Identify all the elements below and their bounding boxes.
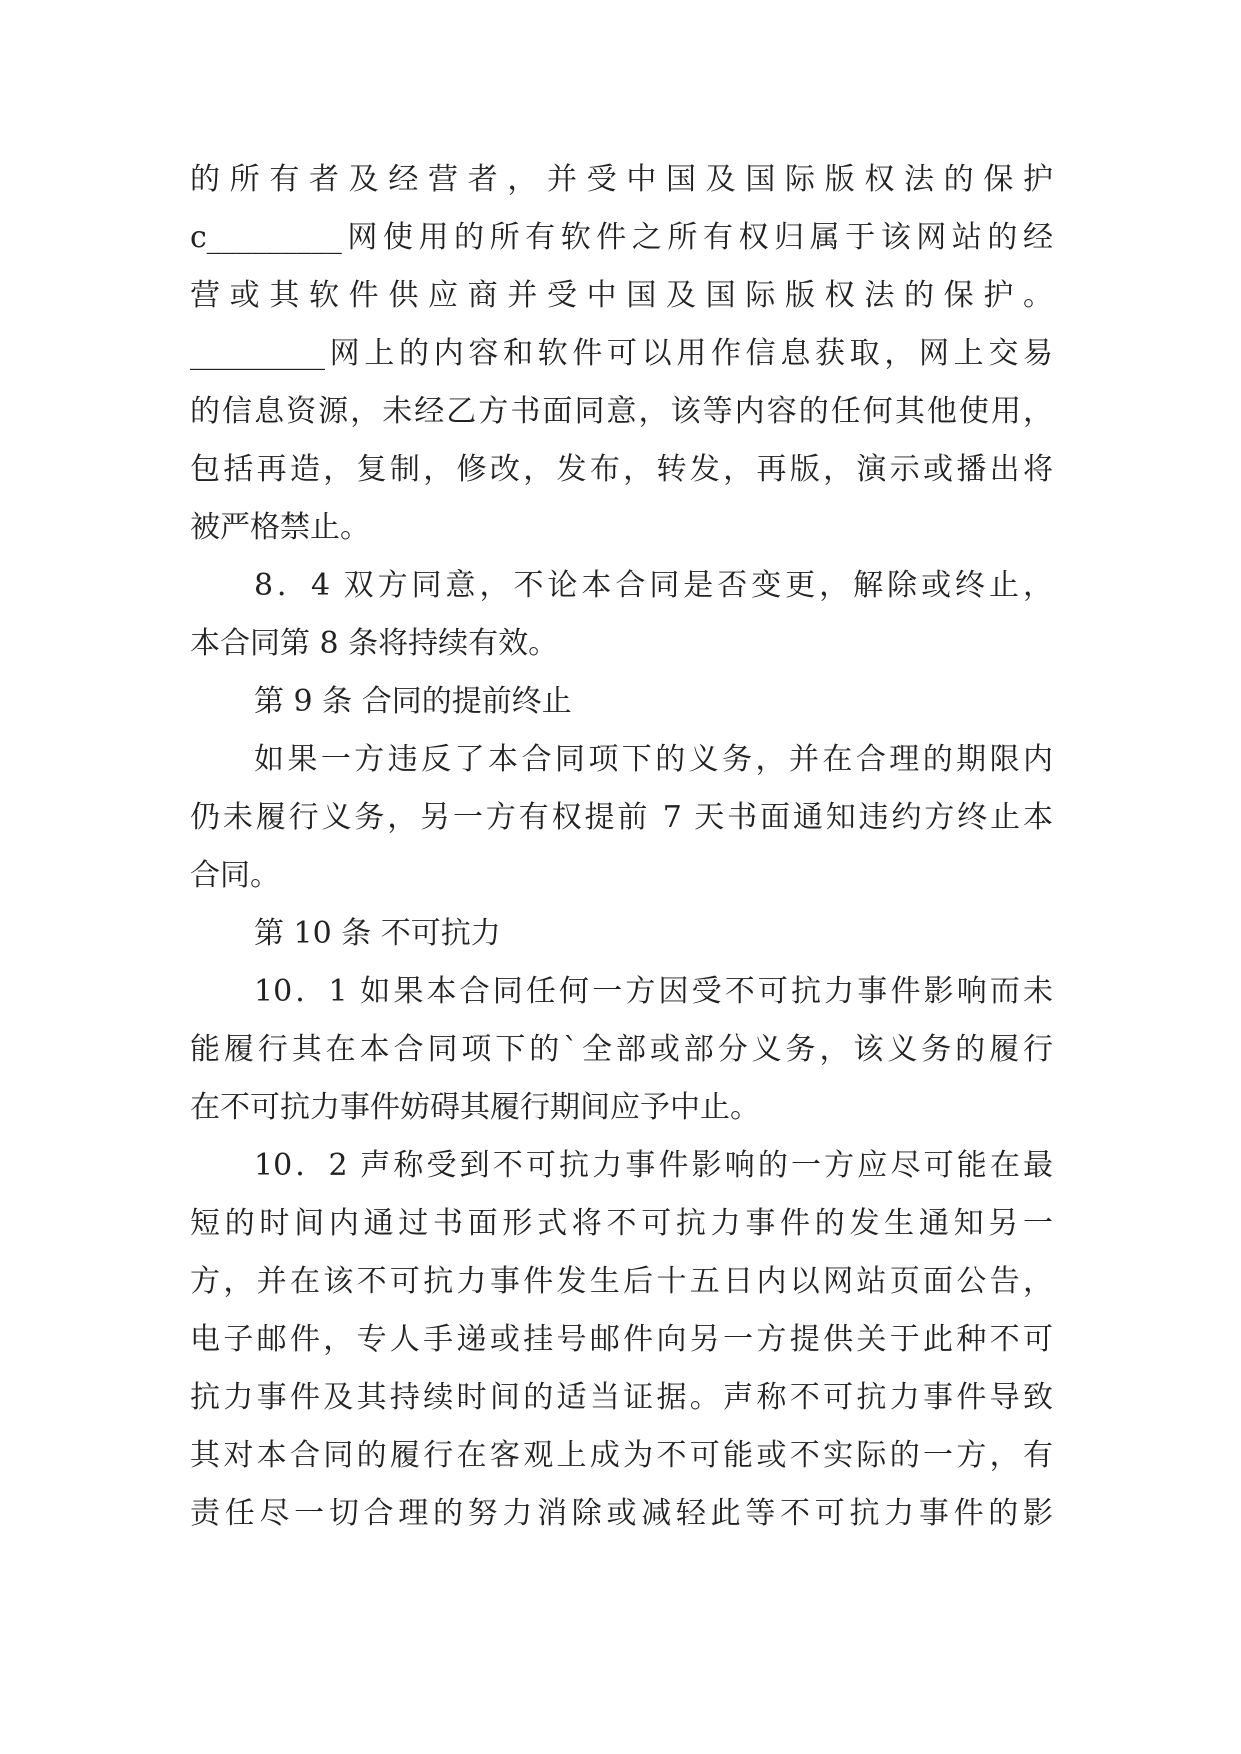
text-line: 能履行其在本合同项下的`全部或部分义务，该义务的履行: [190, 1032, 1053, 1067]
text-line: 其对本合同的履行在客观上成为不可能或不实际的一方，有: [190, 1438, 1053, 1473]
text-line: 抗力事件及其持续时间的适当证据。声称不可抗力事件导致: [190, 1380, 1053, 1415]
text-line: 10．1 如果本合同任何一方因受不可抗力事件影响而未: [254, 974, 1053, 1009]
text-line: 合同。: [190, 858, 280, 893]
text-line: 包括再造，复制，修改，发布，转发，再版，演示或播出将: [190, 452, 1053, 487]
text-line: c_________网使用的所有软件之所有权归属于该网站的经: [190, 220, 1053, 255]
text-line: _________网上的内容和软件可以用作信息获取，网上交易: [190, 336, 1053, 371]
text-line: 的信息资源，未经乙方书面同意，该等内容的任何其他使用，: [190, 394, 1053, 429]
text-line: 被严格禁止。: [190, 510, 370, 545]
text-line: 短的时间内通过书面形式将不可抗力事件的发生通知另一: [190, 1206, 1053, 1241]
text-line: 方，并在该不可抗力事件发生后十五日内以网站页面公告，: [190, 1264, 1053, 1299]
text-line: 8．4 双方同意，不论本合同是否变更，解除或终止，: [254, 568, 1053, 603]
text-line: 责任尽一切合理的努力消除或减轻此等不可抗力事件的影: [190, 1496, 1053, 1531]
text-line: 如果一方违反了本合同项下的义务，并在合理的期限内: [254, 742, 1053, 777]
text-line: 本合同第 8 条将持续有效。: [190, 626, 559, 661]
section-heading: 第 10 条 不可抗力: [254, 916, 501, 951]
text-line: 电子邮件，专人手递或挂号邮件向另一方提供关于此种不可: [190, 1322, 1053, 1357]
text-line: 10．2 声称受到不可抗力事件影响的一方应尽可能在最: [254, 1148, 1053, 1183]
section-heading: 第 9 条 合同的提前终止: [254, 684, 572, 719]
text-line: 仍未履行义务，另一方有权提前 7 天书面通知违约方终止本: [190, 800, 1053, 835]
text-line: 在不可抗力事件妨碍其履行期间应予中止。: [190, 1090, 760, 1125]
text-line: 的所有者及经营者，并受中国及国际版权法的保护: [190, 162, 1053, 197]
text-line: 营或其软件供应商并受中国及国际版权法的保护。: [190, 278, 1053, 313]
